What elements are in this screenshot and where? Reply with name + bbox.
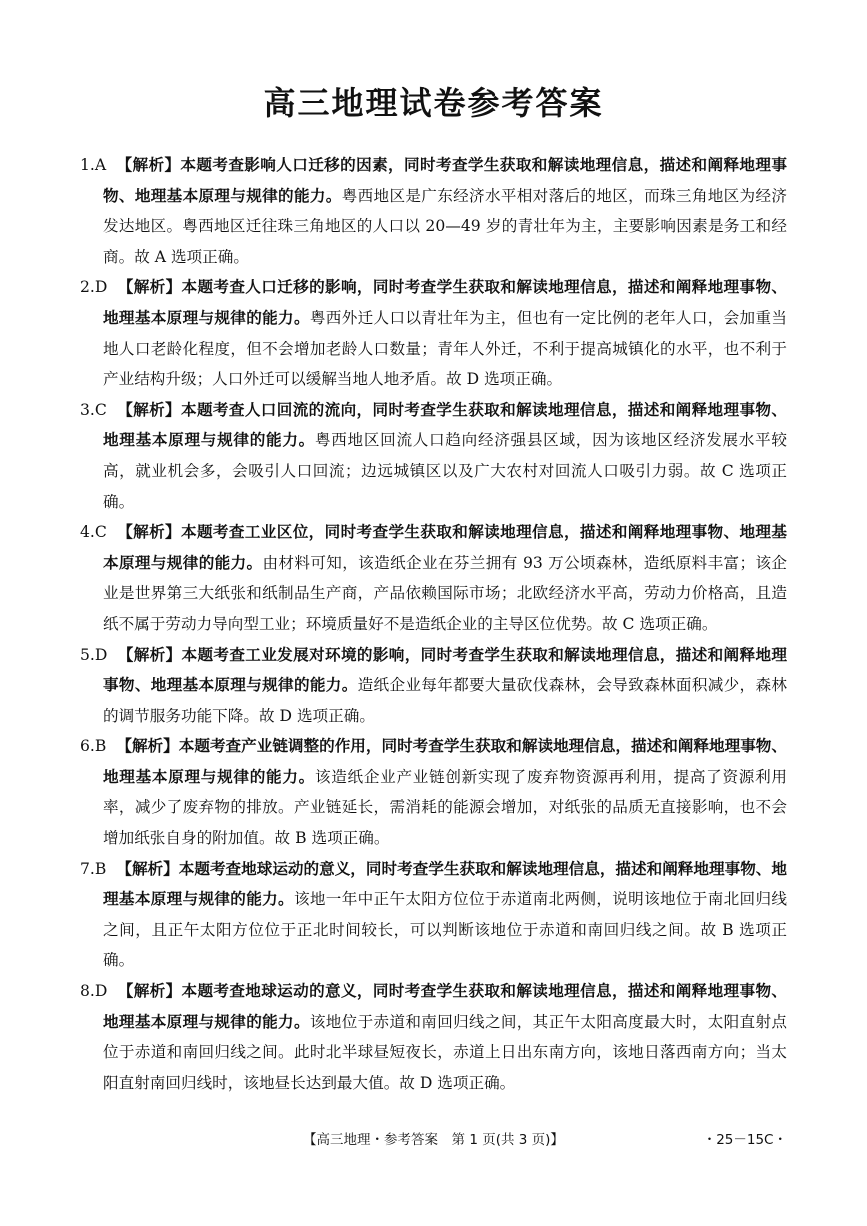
answer-item-8 [0,976,867,1098]
answer-number: 4. [80,523,95,542]
analysis-lead: 本题考查产业链调整的作用，同时考查学生获取和解读地理信息，描述和阐释地理事物、地理基本原理与规律的能力。 [103,737,787,786]
analysis-tag: 【解析】 [116,737,179,756]
answer-number: 2. [80,278,95,297]
answer-number: 7. [80,859,95,878]
analysis-tag: 【解析】 [116,156,181,174]
answer-item-1 [0,150,867,272]
analysis-lead: 本题考查地球运动的意义，同时考查学生获取和解读地理信息，描述和阐释地理事物、地理基本原理与规律的能力。 [103,859,787,909]
analysis-body: 该地位于赤道和南回归线之间，其正午太阳高度最大时，太阳直射点位于赤道和南回归线之间。此时北半球昼短夜长，赤道上日出东南方向，该地日落西南方向；当太阳直射南回归线时，该地昼长达到最大值。故 D 选项正确。 [103,1012,787,1092]
answer-key: B [94,859,107,878]
analysis-lead: 本题考查工业区位，同时考查学生获取和解读地理信息，描述和阐释地理事物、地理基本原理与规律的能力。 [103,523,787,572]
answer-item-2 [0,272,867,394]
analysis-body: 由材料可知，该造纸企业在芬兰拥有 93 万公顷森林，造纸原料丰富；该企业是世界第三大纸张和纸制品生产商，产品依赖国际市场；北欧经济水平高，劳动力价格高，且造纸不属于劳动力导向型工业；环境质量好不是造纸企业的主导区位优势。故 C 选项正确。 [103,553,787,633]
answer-key: D [94,278,108,297]
analysis-tag: 【解析】 [117,278,182,297]
analysis-body: 粤西地区回流人口趋向经济强县区域，因为该地区经济发展水平较高，就业机会多，会吸引人口回流；边远城镇区以及广大农村对回流人口吸引力弱。故 C 选项正确。 [103,431,787,511]
answer-number: 8. [80,982,95,1001]
analysis-lead: 本题考查工业发展对环境的影响，同时考查学生获取和解读地理信息，描述和阐释地理事物、地理基本原理与规律的能力。 [103,645,787,695]
analysis-body: 造纸企业每年都要大量砍伐森林，会导致森林面积减少，森林的调节服务功能下降。故 D 选项正确。 [103,676,787,725]
answer-number: 3. [80,400,95,419]
answer-number: 6. [80,737,95,756]
analysis-lead: 本题考查人口迁移的影响，同时考查学生获取和解读地理信息，描述和阐释地理事物、地理基本原理与规律的能力。 [103,278,787,327]
analysis-lead: 本题考查影响人口迁移的因素，同时考查学生获取和解读地理信息，描述和阐释地理事物、地理基本原理与规律的能力。 [103,156,787,205]
answer-list [0,150,867,1098]
analysis-lead: 本题考查人口回流的流向，同时考查学生获取和解读地理信息，描述和阐释地理事物、地理基本原理与规律的能力。 [103,400,787,450]
analysis-tag: 【解析】 [116,523,182,542]
analysis-tag: 【解析】 [116,400,182,419]
answer-item-5 [0,640,867,732]
analysis-lead: 本题考查地球运动的意义，同时考查学生获取和解读地理信息，描述和阐释地理事物、地理基本原理与规律的能力。 [103,982,787,1031]
analysis-tag: 【解析】 [117,645,182,664]
analysis-body: 粤西地区是广东经济水平相对落后的地区，而珠三角地区为经济发达地区。粤西地区迁往珠三角地区的人口以 20—49 岁的青壮年为主，主要影响因素是务工和经商。故 A 选项正确。 [103,186,787,266]
answer-item-7 [0,854,867,976]
page-footer [0,1128,867,1152]
footer-exam-code: ・25－15C・ [702,1132,787,1148]
answer-key: D [94,645,108,664]
analysis-body: 粤西外迁人口以青壮年为主，但也有一定比例的老年人口，会加重当地人口老龄化程度，但不会增加老龄人口数量；青年人外迁，不利于提高城镇化的水平，也不利于产业结构升级；人口外迁可以缓解当地人地矛盾。故 D 选项正确。 [103,308,787,389]
analysis-body: 该地一年中正午太阳方位位于赤道南北两侧，说明该地位于南北回归线之间，且正午太阳方位位于正北时间较长，可以判断该地位于赤道和南回归线之间。故 B 选项正确。 [103,890,787,970]
answer-key: C [94,400,107,419]
answer-number: 5. [80,645,95,664]
answer-key: B [94,737,107,756]
analysis-tag: 【解析】 [116,859,179,878]
answer-key: A [94,156,107,174]
answer-item-6 [0,731,867,853]
footer-page-label: 【高三地理・参考答案 第 1 页(共 3 页)】 [303,1132,564,1148]
answer-item-4 [0,517,867,639]
answer-key: C [94,523,107,542]
analysis-body: 该造纸企业产业链创新实现了废弃物资源再利用，提高了资源利用率，减少了废弃物的排放。产业链延长，需消耗的能源会增加，对纸张的品质无直接影响，也不会增加纸张自身的附加值。故 B 选项正确。 [103,767,787,848]
answer-item-3 [0,395,867,517]
answer-key: D [94,982,108,1001]
analysis-tag: 【解析】 [117,982,182,1001]
answer-number: 1. [80,156,95,174]
page-title: 高三地理试卷参考答案 [263,84,604,122]
